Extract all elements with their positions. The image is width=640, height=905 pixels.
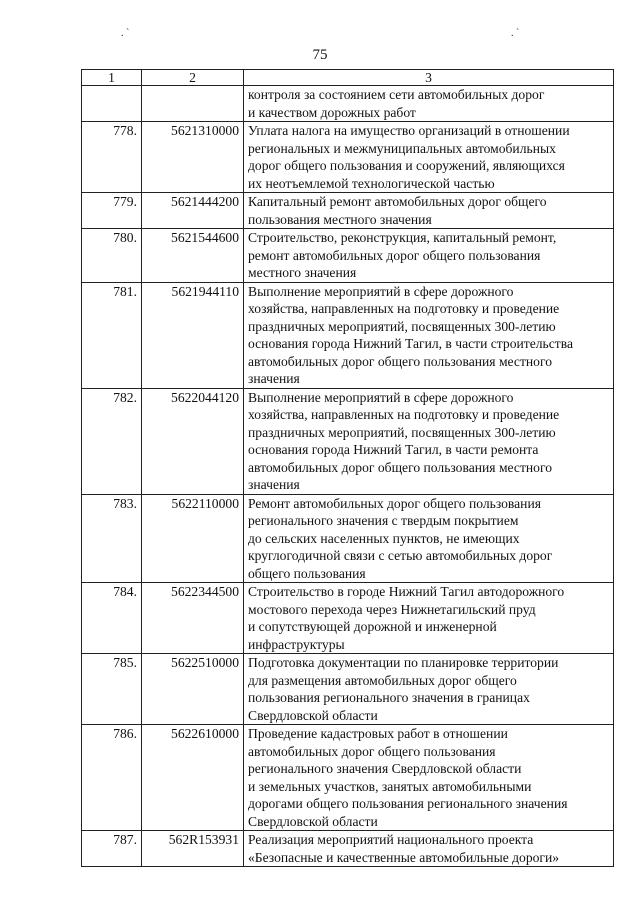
header-col-name: 3 <box>244 70 614 86</box>
description-line: Подготовка документации по планировке территории <box>248 655 559 670</box>
description-line: Строительство, реконструкция, капитальный ремонт, <box>248 230 557 245</box>
table-row <box>82 831 614 867</box>
table-row <box>82 86 614 122</box>
expense-description <box>244 831 614 867</box>
description-line: праздничных мероприятий, посвященных 300-летию <box>248 318 556 334</box>
description-line: Капитальный ремонт автомобильных дорог общего <box>248 194 547 209</box>
expense-description <box>244 583 614 654</box>
row-number: 781. <box>82 282 142 388</box>
description-line: праздничных мероприятий, посвященных 300-летию <box>248 424 556 440</box>
description-line: Проведение кадастровых работ в отношении <box>248 726 508 741</box>
header-col-code: 2 <box>142 70 244 86</box>
description-line: региональных и межмуниципальных автомобильных <box>248 140 556 156</box>
expense-description <box>244 388 614 494</box>
description-line: дорогами общего пользования регионального значения <box>248 796 568 811</box>
budget-code: 5622110000 <box>142 494 244 583</box>
description-line: ремонт автомобильных дорог общего пользования <box>248 247 541 263</box>
table-row <box>82 388 614 494</box>
description-line: пользования регионального значения в границах <box>248 690 530 705</box>
row-number: 784. <box>82 583 142 654</box>
description-line: контроля за состоянием сети автомобильных дорог <box>248 87 545 102</box>
description-line: значения <box>248 371 300 386</box>
expense-description <box>244 282 614 388</box>
description-line: Выполнение мероприятий в сфере дорожного <box>248 283 514 299</box>
description-line: Свердловской области <box>248 707 378 723</box>
description-line: основания города Нижний Тагил, в части ремонта <box>248 442 539 457</box>
row-number: 779. <box>82 193 142 229</box>
table-row <box>82 654 614 725</box>
expense-description <box>244 725 614 831</box>
description-line: и земельных участков, занятых автомобильными <box>248 778 532 794</box>
row-number: 786. <box>82 725 142 831</box>
budget-code: 5621444200 <box>142 193 244 229</box>
description-line: общего пользования <box>248 565 366 581</box>
budget-code: 5622344500 <box>142 583 244 654</box>
scan-mark-right: . ` <box>511 28 520 39</box>
budget-code-table <box>81 69 614 867</box>
budget-code: 5622044120 <box>142 388 244 494</box>
budget-code: 5621544600 <box>142 229 244 283</box>
row-number: 783. <box>82 494 142 583</box>
description-line: регионального значения с твердым покрытием <box>248 513 519 528</box>
row-number: 778. <box>82 122 142 193</box>
table-row <box>82 583 614 654</box>
description-line: регионального значения Свердловской области <box>248 761 522 776</box>
expense-description <box>244 86 614 122</box>
budget-code <box>142 86 244 122</box>
description-line: Уплата налога на имущество организаций в отношении <box>248 123 570 138</box>
description-line: Реализация мероприятий национального проекта <box>248 832 534 847</box>
expense-description <box>244 193 614 229</box>
description-line: значения <box>248 477 300 492</box>
budget-code: 562R153931 <box>142 831 244 867</box>
description-line: Свердловской области <box>248 813 378 829</box>
description-line: и сопутствующей дорожной и инженерной <box>248 619 497 634</box>
description-line: автомобильных дорог общего пользования <box>248 743 496 759</box>
description-line: до сельских населенных пунктов, не имеющих <box>248 530 520 546</box>
expense-description <box>244 122 614 193</box>
description-line: хозяйства, направленных на подготовку и проведение <box>248 301 560 316</box>
expense-description <box>244 494 614 583</box>
table-header-row <box>82 70 614 86</box>
header-col-number: 1 <box>82 70 142 86</box>
budget-code: 5622510000 <box>142 654 244 725</box>
description-line: местного значения <box>248 265 357 280</box>
row-number: 782. <box>82 388 142 494</box>
description-line: пользования местного значения <box>248 211 432 227</box>
description-line: автомобильных дорог общего пользования местного <box>248 353 553 369</box>
table-row <box>82 193 614 229</box>
description-line: мостового перехода через Нижнетагильский пруд <box>248 601 536 617</box>
row-number: 780. <box>82 229 142 283</box>
description-line: и качеством дорожных работ <box>248 104 416 120</box>
budget-code: 5622610000 <box>142 725 244 831</box>
expense-description <box>244 229 614 283</box>
budget-code: 5621944110 <box>142 282 244 388</box>
table-body <box>82 86 614 867</box>
description-line: инфраструктуры <box>248 636 345 652</box>
description-line: хозяйства, направленных на подготовку и проведение <box>248 407 560 422</box>
description-line: Строительство в городе Нижний Тагил автодорожного <box>248 584 565 599</box>
table-row <box>82 282 614 388</box>
description-line: основания города Нижний Тагил, в части строительства <box>248 336 573 351</box>
description-line: круглогодичной связи с сетью автомобильных дорог <box>248 548 553 563</box>
description-line: Выполнение мероприятий в сфере дорожного <box>248 389 514 405</box>
table-row <box>82 122 614 193</box>
table-row <box>82 494 614 583</box>
expense-description <box>244 654 614 725</box>
row-number: 785. <box>82 654 142 725</box>
description-line: «Безопасные и качественные автомобильные дороги» <box>248 849 560 865</box>
description-line: для размещения автомобильных дорог общего <box>248 672 517 688</box>
scan-mark-left: . ` <box>121 28 130 39</box>
table-row <box>82 725 614 831</box>
description-line: дорог общего пользования и сооружений, являющихся <box>248 158 565 173</box>
budget-code: 5621310000 <box>142 122 244 193</box>
description-line: их неотъемлемой технологической частью <box>248 175 495 191</box>
description-line: автомобильных дорог общего пользования местного <box>248 459 553 475</box>
row-number <box>82 86 142 122</box>
page-number: 75 <box>312 47 328 63</box>
table-row <box>82 229 614 283</box>
row-number: 787. <box>82 831 142 867</box>
description-line: Ремонт автомобильных дорог общего пользования <box>248 495 541 511</box>
